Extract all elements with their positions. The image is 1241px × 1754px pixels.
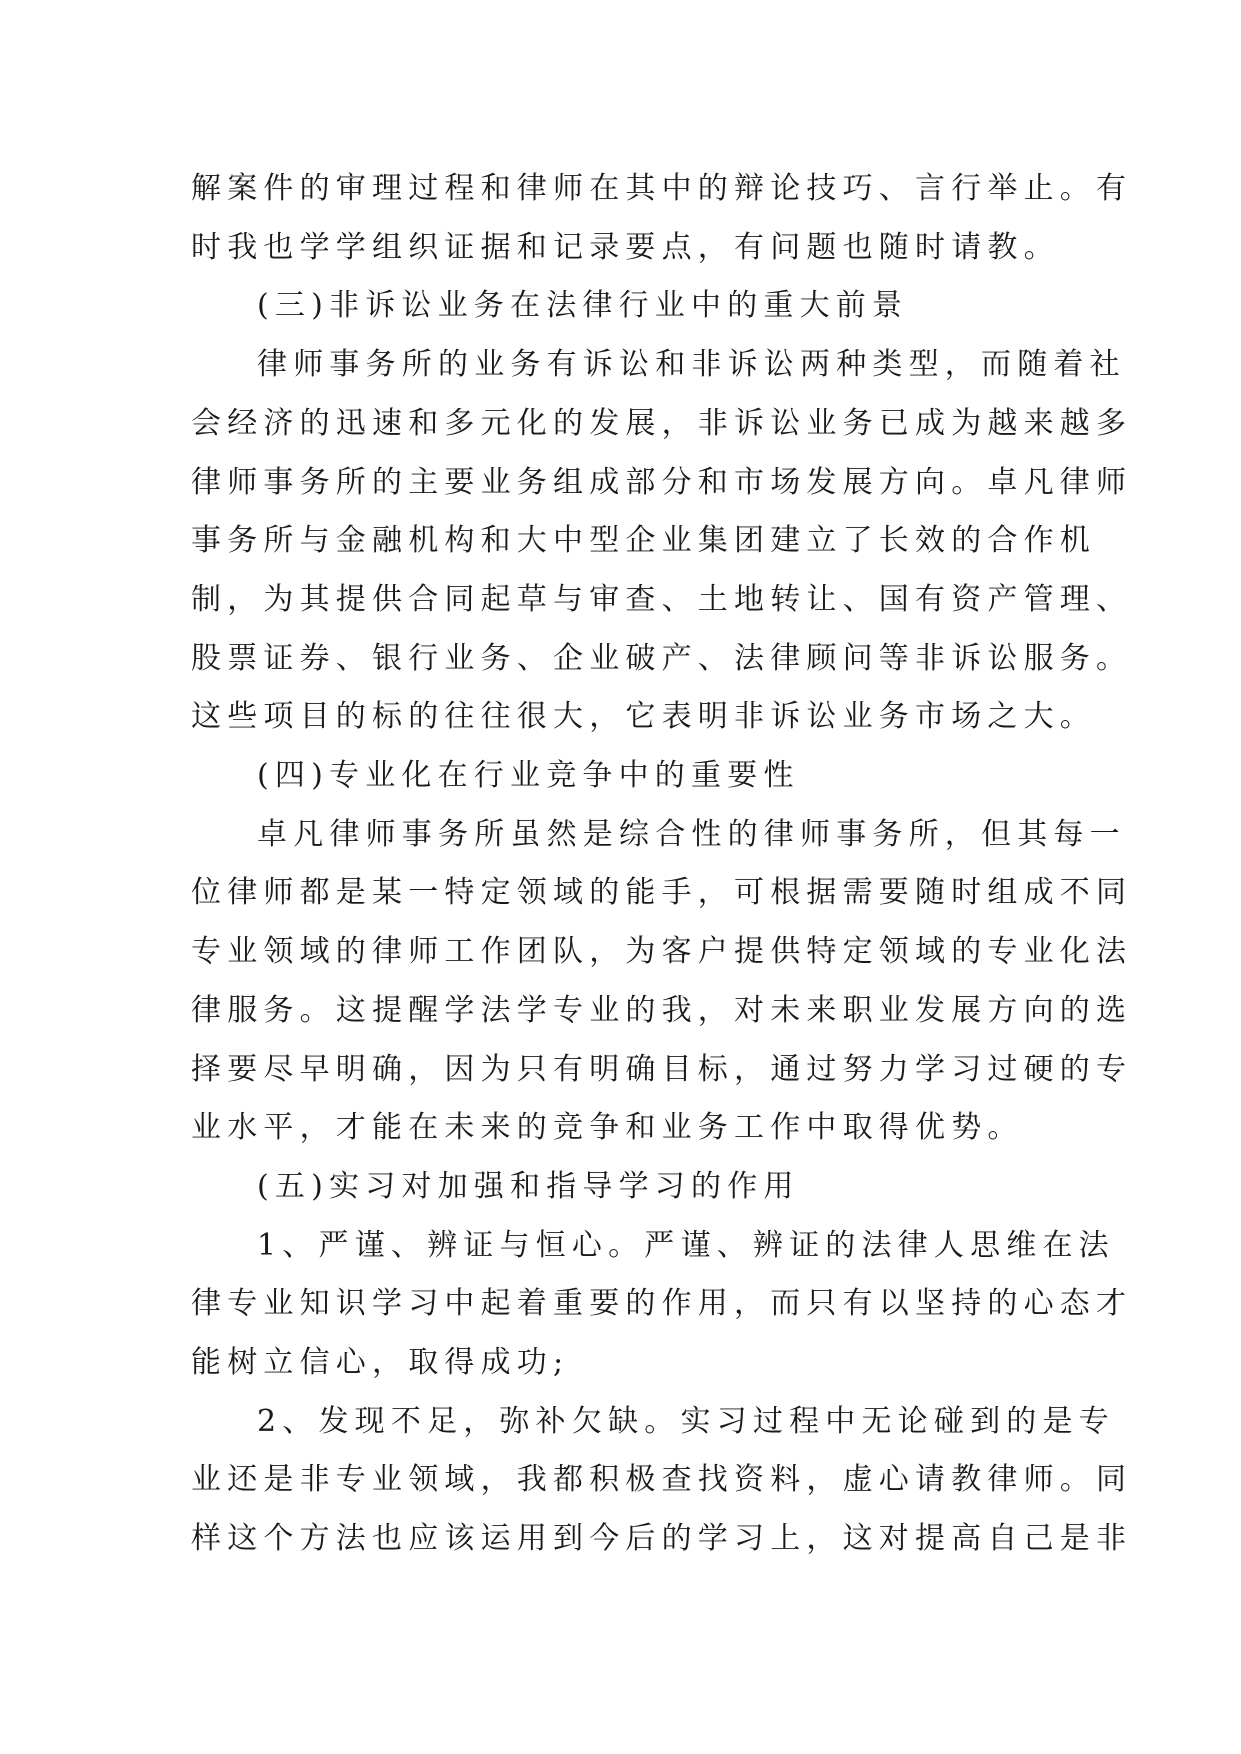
text-line: 律师事务所的主要业务组成部分和市场发展方向。卓凡律师 — [191, 464, 1133, 500]
section-heading: (五)实习对加强和指导学习的作用 — [257, 1168, 800, 1204]
text-line: 会经济的迅速和多元化的发展，非诉讼业务已成为越来越多 — [191, 405, 1133, 441]
text-line: 能树立信心，取得成功; — [191, 1345, 570, 1381]
text-line: 解案件的审理过程和律师在其中的辩论技巧、言行举止。有 — [191, 171, 1133, 206]
section-heading: (四)专业化在行业竞争中的重要性 — [257, 758, 800, 794]
text-line: 择要尽早明确，因为只有明确目标，通过努力学习过硬的专 — [191, 1051, 1133, 1087]
text-line: 这些项目的标的往往很大，它表明非诉讼业务市场之大。 — [191, 699, 1096, 735]
text-line: 律服务。这提醒学法学专业的我，对未来职业发展方向的选 — [191, 992, 1133, 1028]
text-line: 位律师都是某一特定领域的能手，可根据需要随时组成不同 — [191, 875, 1133, 911]
section-heading: (三)非诉讼业务在法律行业中的重大前景 — [257, 288, 909, 324]
text-line: 业水平，才能在未来的竞争和业务工作中取得优势。 — [191, 1110, 1024, 1146]
text-line: 律专业知识学习中起着重要的作用，而只有以坚持的心态才 — [191, 1286, 1133, 1322]
text-line: 律师事务所的业务有诉讼和非诉讼两种类型，而随着社 — [257, 347, 1126, 383]
text-line: 2、发现不足，弥补欠缺。实习过程中无论碰到的是专 — [257, 1403, 1115, 1439]
text-line: 样这个方法也应该运用到今后的学习上，这对提高自己是非 — [191, 1521, 1133, 1557]
text-line: 业还是非专业领域，我都积极查找资料，虚心请教律师。同 — [191, 1462, 1133, 1498]
text-line: 时我也学学组织证据和记录要点，有问题也随时请教。 — [191, 229, 1060, 265]
text-line: 事务所与金融机构和大中型企业集团建立了长效的合作机 — [191, 523, 1096, 559]
document-body — [191, 160, 1133, 1569]
text-line: 卓凡律师事务所虽然是综合性的律师事务所，但其每一 — [257, 816, 1126, 852]
text-line: 股票证券、银行业务、企业破产、法律顾问等非诉讼服务。 — [191, 640, 1133, 676]
text-line: 1、严谨、辨证与恒心。严谨、辨证的法律人思维在法 — [257, 1227, 1115, 1263]
text-line: 制，为其提供合同起草与审查、土地转让、国有资产管理、 — [191, 581, 1133, 617]
text-line: 专业领域的律师工作团队，为客户提供特定领域的专业化法 — [191, 934, 1133, 970]
